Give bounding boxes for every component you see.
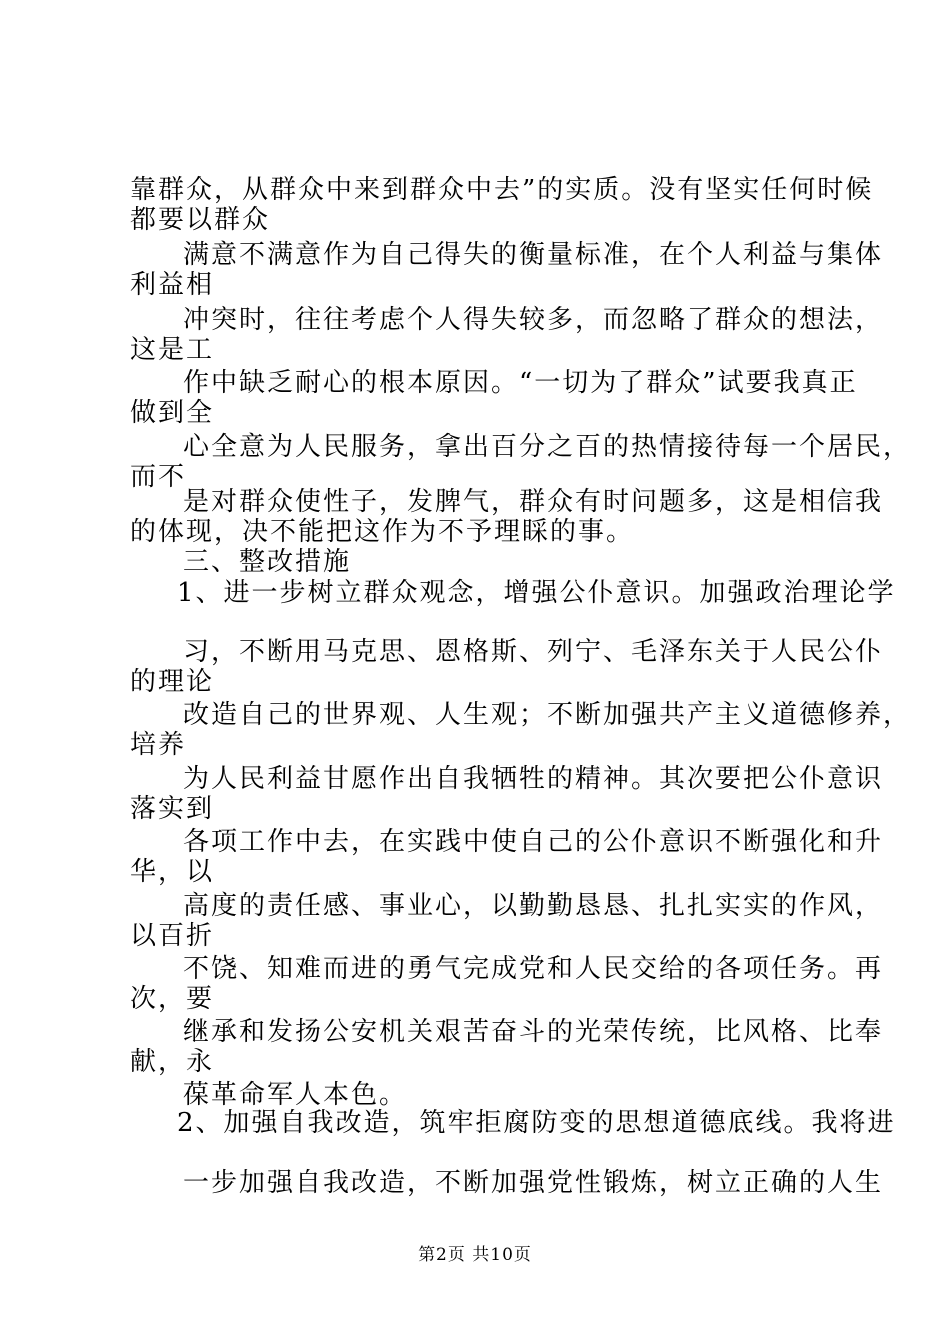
- text-line: 都要以群众: [130, 205, 271, 235]
- text-line: 继承和发扬公安机关艰苦奋斗的光荣传统，比风格、比奉: [183, 1017, 884, 1047]
- text-line: 习，不断用马克思、恩格斯、列宁、毛泽东关于人民公仆: [183, 637, 884, 667]
- text-line: 高度的责任感、事业心，以勤勤恳恳、扎扎实实的作风，: [183, 891, 884, 921]
- section-heading: 三、整改措施: [183, 547, 352, 577]
- text-line: 是对群众使性子，发脾气，群众有时问题多，这是相信我: [183, 487, 884, 517]
- text-line: 以百折: [130, 921, 215, 951]
- text-line: 改造自己的世界观、人生观；不断加强共产主义道德修养，: [183, 700, 912, 730]
- text-line: 培养: [130, 730, 187, 760]
- text-line: 华，以: [130, 857, 215, 887]
- text-line: 做到全: [130, 398, 215, 428]
- page-footer: 第2页 共10页: [418, 1245, 532, 1265]
- text-line: 冲突时，往往考虑个人得失较多，而忽略了群众的想法，: [183, 305, 884, 335]
- text-line: 的体现，决不能把这作为不予理睬的事。: [130, 517, 635, 547]
- text-line: 靠群众，从群众中来到群众中去”的实质。没有坚实任何时候: [130, 175, 874, 205]
- text-line: 不饶、知难而进的勇气完成党和人民交给的各项任务。再: [183, 954, 884, 984]
- text-line: 一步加强自我改造，不断加强党性锻炼，树立正确的人生: [183, 1168, 884, 1198]
- text-line: 心全意为人民服务，拿出百分之百的热情接待每一个居民，: [183, 432, 912, 462]
- text-line: 2、加强自我改造，筑牢拒腐防变的思想道德底线。我将进: [177, 1108, 896, 1138]
- text-line: 落实到: [130, 794, 215, 824]
- text-line: 献，永: [130, 1047, 215, 1077]
- text-line: 为人民利益甘愿作出自我牺牲的精神。其次要把公仆意识: [183, 764, 884, 794]
- text-line: 次，要: [130, 984, 215, 1014]
- text-line: 1、进一步树立群众观念，增强公仆意识。加强政治理论学: [177, 578, 896, 608]
- text-line: 这是工: [130, 335, 215, 365]
- text-line: 而不: [130, 462, 187, 492]
- text-line: 各项工作中去，在实践中使自己的公仆意识不断强化和升: [183, 827, 884, 857]
- text-line: 满意不满意作为自己得失的衡量标准，在个人利益与集体: [183, 240, 884, 270]
- text-line: 葆革命军人本色。: [183, 1080, 408, 1110]
- text-line: 利益相: [130, 270, 215, 300]
- text-line: 作中缺乏耐心的根本原因。“一切为了群众”试要我真正: [183, 368, 858, 398]
- text-line: 的理论: [130, 667, 215, 697]
